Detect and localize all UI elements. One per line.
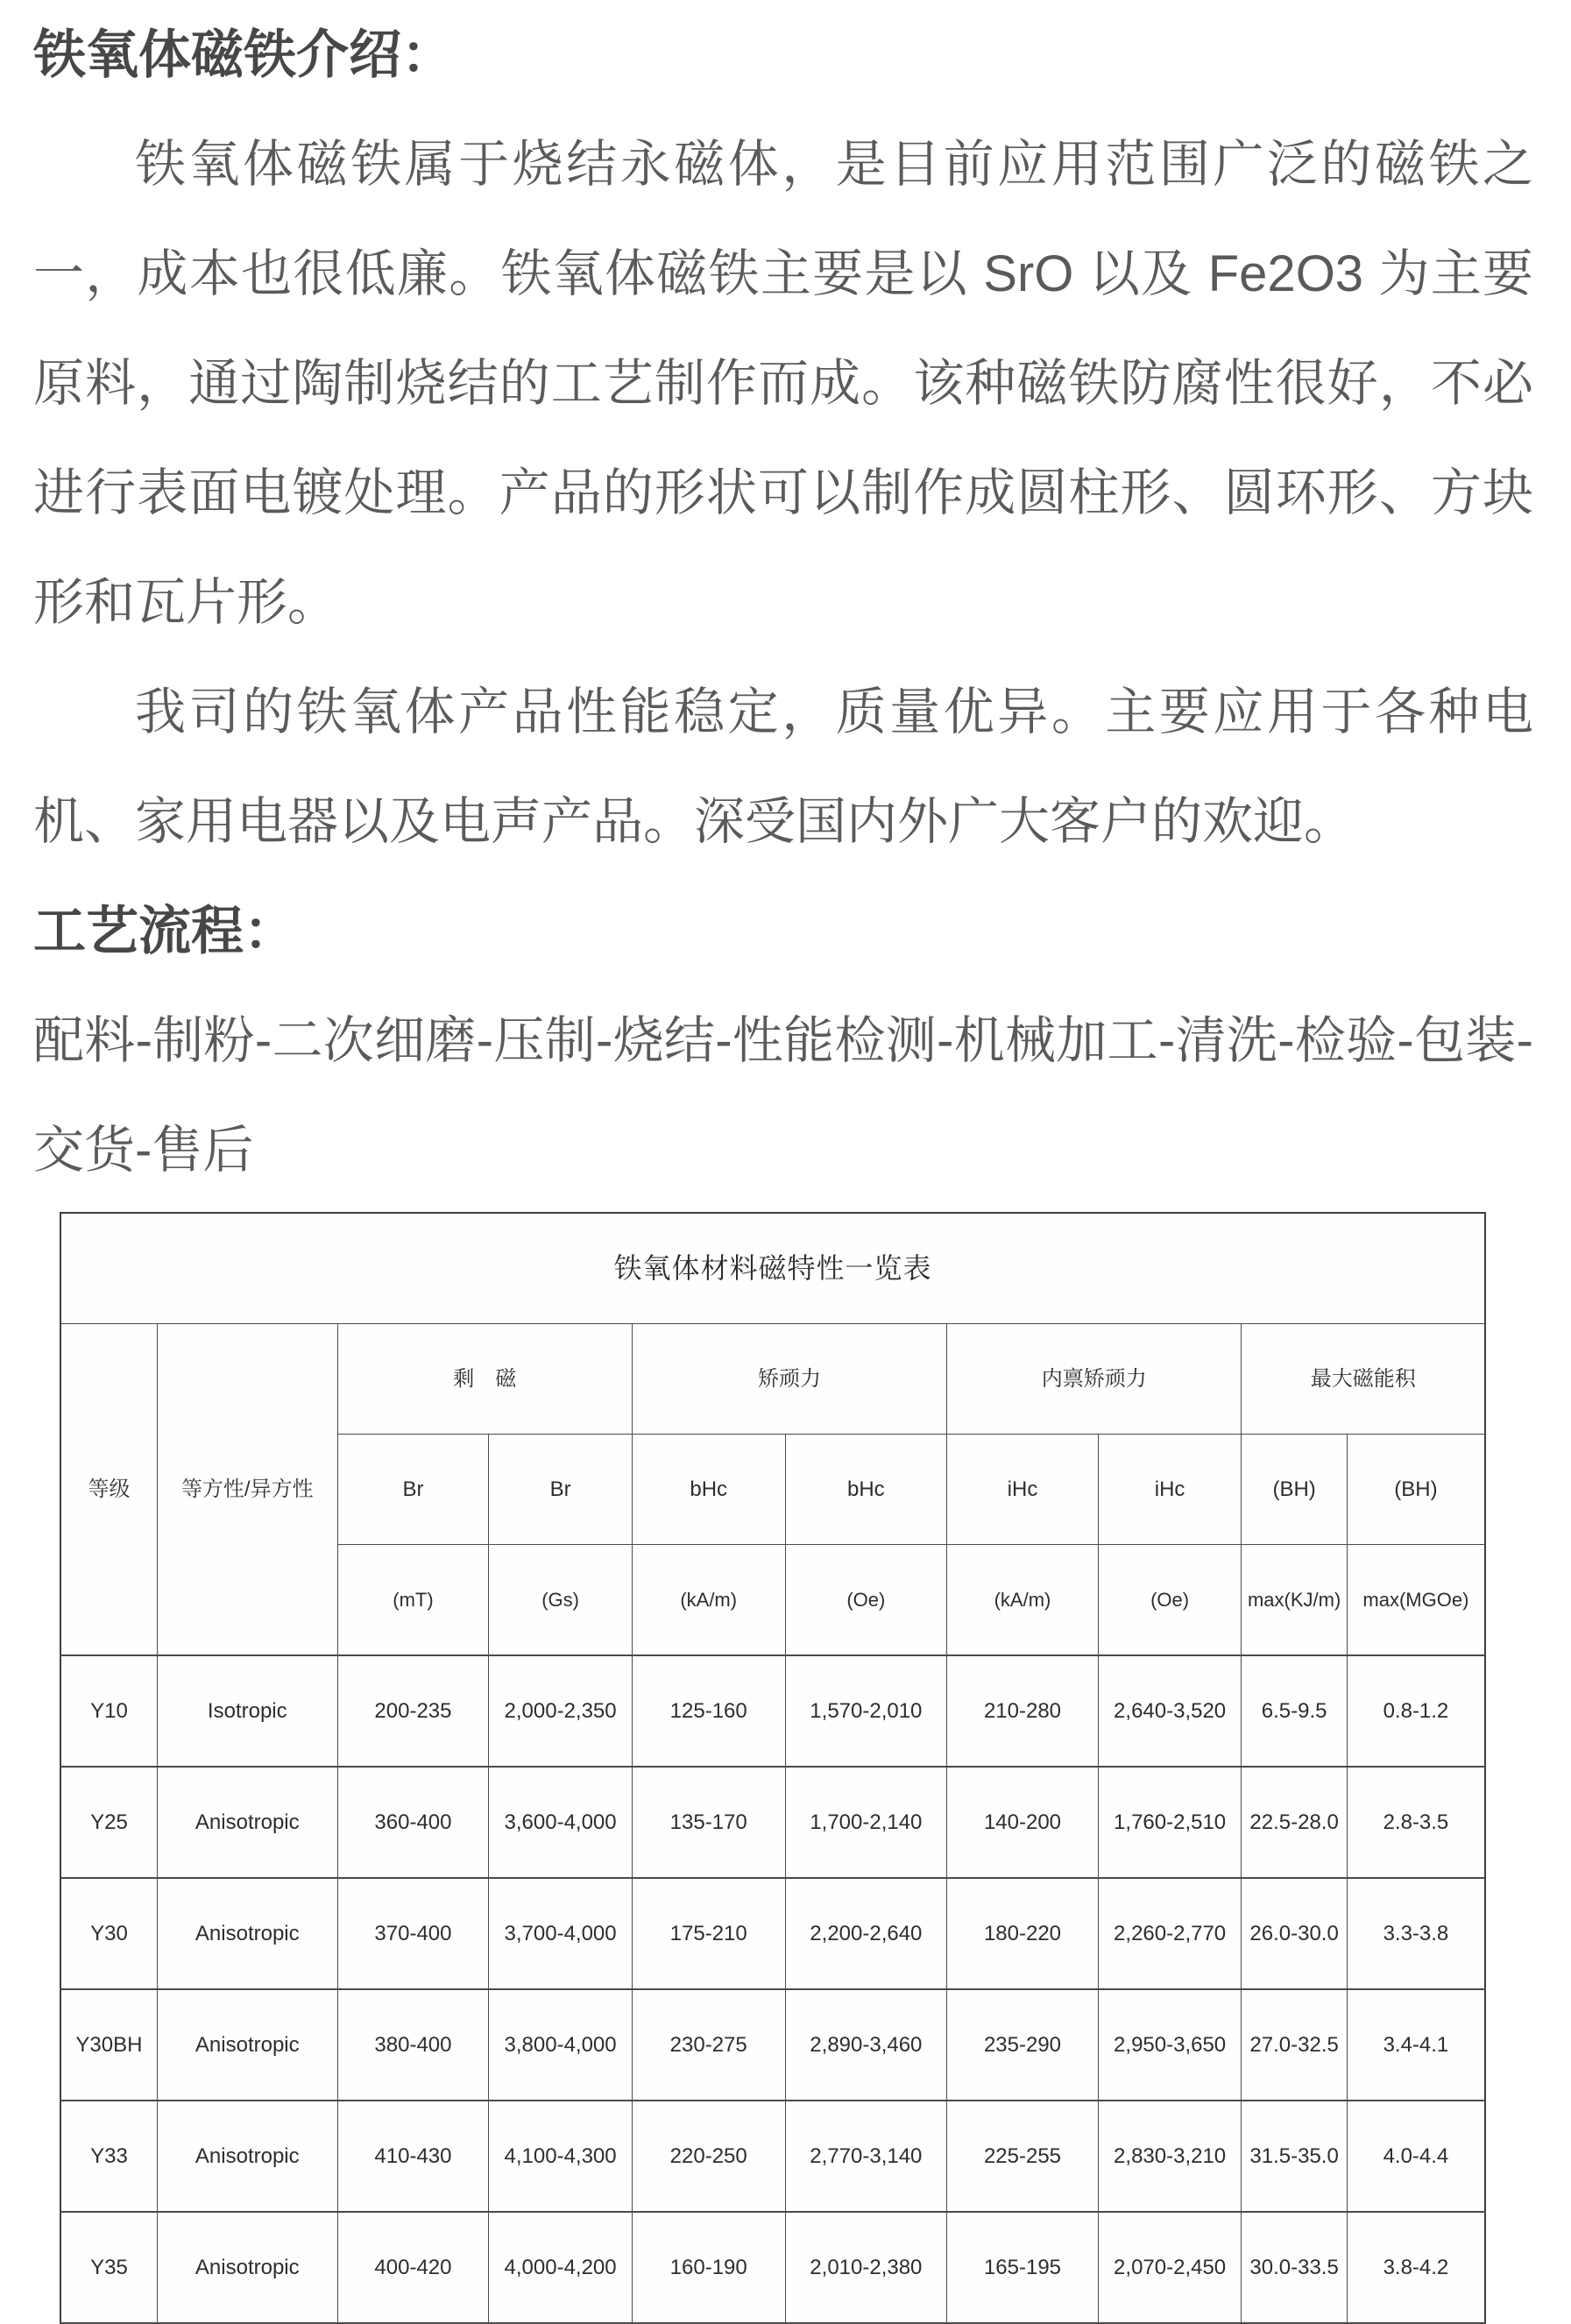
value-cell: 380-400 (337, 1989, 489, 2101)
grade-cell: Y30 (60, 1878, 157, 1989)
grade-cell: Y10 (60, 1655, 157, 1767)
symbol-header-6: (BH) (1242, 1435, 1347, 1545)
value-cell: 230-275 (632, 1989, 785, 2101)
value-cell: 2,260-2,770 (1098, 1878, 1242, 1989)
value-cell: 210-280 (947, 1655, 1099, 1767)
value-cell: 6.5-9.5 (1242, 1655, 1347, 1767)
symbol-header-0: Br (337, 1435, 489, 1545)
unit-header-0: (mT) (337, 1545, 489, 1656)
value-cell: 2,200-2,640 (785, 1878, 947, 1989)
table-row (60, 1878, 1485, 1989)
value-cell: 2,830-3,210 (1098, 2101, 1242, 2212)
isotropy-column-header: 等方性/异方性 (157, 1324, 337, 1656)
symbol-header-5: iHc (1098, 1435, 1242, 1545)
isotropy-cell: Anisotropic (157, 1989, 337, 2101)
value-cell: 235-290 (947, 1989, 1099, 2101)
value-cell: 140-200 (947, 1767, 1099, 1878)
table-row (60, 2101, 1485, 2212)
value-cell: 360-400 (337, 1767, 489, 1878)
table-title-row (60, 1213, 1485, 1324)
value-cell: 165-195 (947, 2212, 1099, 2323)
process-heading: 工艺流程： (33, 902, 296, 960)
isotropy-cell: Isotropic (157, 1655, 337, 1767)
value-cell: 2,950-3,650 (1098, 1989, 1242, 2101)
value-cell: 3,600-4,000 (489, 1767, 633, 1878)
unit-header-5: (Oe) (1098, 1545, 1242, 1656)
value-cell: 2.8-3.5 (1347, 1767, 1485, 1878)
table-row (60, 2212, 1485, 2323)
spec-table (60, 1212, 1486, 2324)
value-cell: 220-250 (632, 2101, 785, 2212)
group-header-0: 剩 磁 (337, 1324, 632, 1435)
value-cell: 180-220 (947, 1878, 1099, 1989)
value-cell: 31.5-35.0 (1242, 2101, 1347, 2212)
value-cell: 3,800-4,000 (489, 1989, 633, 2101)
value-cell: 125-160 (632, 1655, 785, 1767)
symbol-header-1: Br (489, 1435, 633, 1545)
intro-paragraph-1: 铁氧体磁铁属于烧结永磁体，是目前应用范围广泛的磁铁之一，成本也很低廉。铁氧体磁铁主要是以 SrO 以及 Fe2O3 为主要原料，通过陶制烧结的工艺制作而成。该种磁铁防腐性很好，不必进行表面电镀处理。产品的形状可以制作成圆柱形、圆环形、方块形和瓦片形。 (33, 136, 1533, 631)
value-cell: 4.0-4.4 (1347, 2101, 1485, 2212)
table-title: 铁氧体材料磁特性一览表 (60, 1213, 1485, 1324)
value-cell: 2,640-3,520 (1098, 1655, 1242, 1767)
value-cell: 2,770-3,140 (785, 2101, 947, 2212)
value-cell: 3.8-4.2 (1347, 2212, 1485, 2323)
symbol-header-4: iHc (947, 1435, 1099, 1545)
value-cell: 2,000-2,350 (489, 1655, 633, 1767)
unit-header-2: (kA/m) (632, 1545, 785, 1656)
value-cell: 1,570-2,010 (785, 1655, 947, 1767)
isotropy-cell: Anisotropic (157, 1878, 337, 1989)
symbol-header-2: bHc (632, 1435, 785, 1545)
intro-paragraph-2: 我司的铁氧体产品性能稳定，质量优异。主要应用于各种电机、家用电器以及电声产品。深受国内外广大客户的欢迎。 (33, 684, 1533, 850)
table-row (60, 1655, 1485, 1767)
table-row (60, 1767, 1485, 1878)
value-cell: 1,760-2,510 (1098, 1767, 1242, 1878)
isotropy-cell: Anisotropic (157, 1767, 337, 1878)
value-cell: 27.0-32.5 (1242, 1989, 1347, 2101)
grade-column-header: 等级 (60, 1324, 157, 1656)
unit-header-4: (kA/m) (947, 1545, 1099, 1656)
unit-header-6: max(KJ/m) (1242, 1545, 1347, 1656)
value-cell: 3,700-4,000 (489, 1878, 633, 1989)
value-cell: 3.3-3.8 (1347, 1878, 1485, 1989)
value-cell: 22.5-28.0 (1242, 1767, 1347, 1878)
value-cell: 135-170 (632, 1767, 785, 1878)
spec-table-body (60, 1655, 1485, 2323)
group-header-row (60, 1324, 1485, 1435)
grade-cell: Y35 (60, 2212, 157, 2323)
value-cell: 160-190 (632, 2212, 785, 2323)
table-row (60, 1989, 1485, 2101)
unit-header-3: (Oe) (785, 1545, 947, 1656)
value-cell: 225-255 (947, 2101, 1099, 2212)
group-header-2: 内禀矫顽力 (947, 1324, 1242, 1435)
grade-cell: Y33 (60, 2101, 157, 2212)
value-cell: 4,100-4,300 (489, 2101, 633, 2212)
value-cell: 2,070-2,450 (1098, 2212, 1242, 2323)
unit-header-1: (Gs) (489, 1545, 633, 1656)
value-cell: 4,000-4,200 (489, 2212, 633, 2323)
isotropy-cell: Anisotropic (157, 2212, 337, 2323)
intro-heading: 铁氧体磁铁介绍： (33, 25, 454, 84)
isotropy-cell: Anisotropic (157, 2101, 337, 2212)
value-cell: 410-430 (337, 2101, 489, 2212)
symbol-header-3: bHc (785, 1435, 947, 1545)
process-flow-text: 配料-制粉-二次细磨-压制-烧结-性能检测-机械加工-清洗-检验-包装-交货-售后 (33, 1012, 1533, 1179)
grade-cell: Y30BH (60, 1989, 157, 2101)
symbol-header-7: (BH) (1347, 1435, 1485, 1545)
value-cell: 370-400 (337, 1878, 489, 1989)
value-cell: 0.8-1.2 (1347, 1655, 1485, 1767)
value-cell: 30.0-33.5 (1242, 2212, 1347, 2323)
value-cell: 400-420 (337, 2212, 489, 2323)
unit-header-7: max(MGOe) (1347, 1545, 1485, 1656)
value-cell: 200-235 (337, 1655, 489, 1767)
group-header-1: 矫顽力 (632, 1324, 946, 1435)
value-cell: 2,010-2,380 (785, 2212, 947, 2323)
value-cell: 3.4-4.1 (1347, 1989, 1485, 2101)
value-cell: 2,890-3,460 (785, 1989, 947, 2101)
value-cell: 1,700-2,140 (785, 1767, 947, 1878)
value-cell: 175-210 (632, 1878, 785, 1989)
group-header-3: 最大磁能积 (1242, 1324, 1485, 1435)
value-cell: 26.0-30.0 (1242, 1878, 1347, 1989)
grade-cell: Y25 (60, 1767, 157, 1878)
